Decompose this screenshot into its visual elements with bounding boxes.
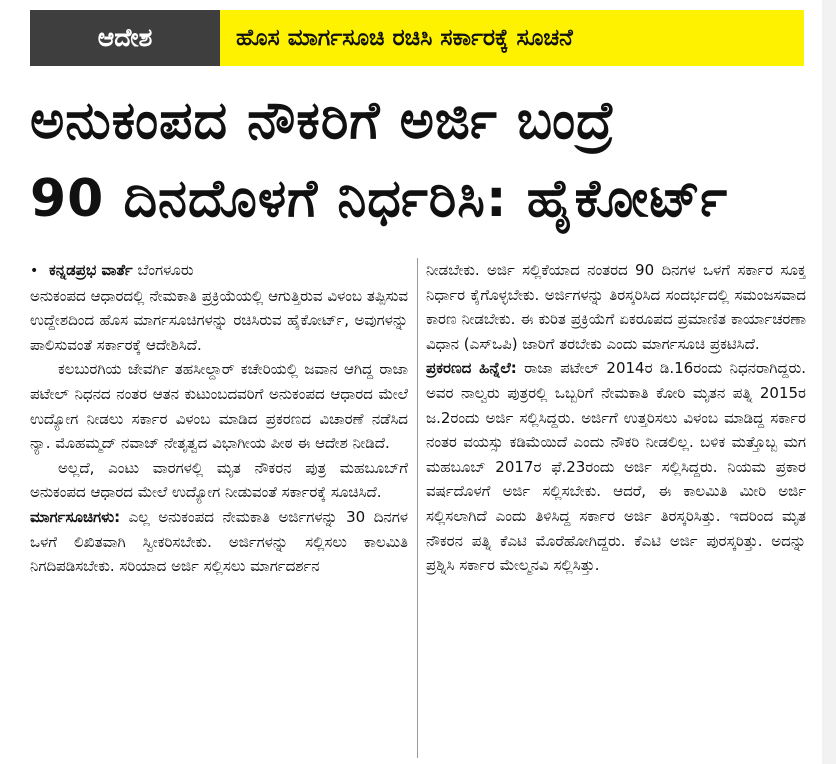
subhead-background: ಪ್ರಕರಣದ ಹಿನ್ನೆಲೆ:: [426, 359, 517, 378]
subhead-guidelines: ಮಾರ್ಗಸೂಚಿಗಳು:: [30, 507, 121, 526]
byline-bullet: •: [30, 263, 39, 279]
section-tag: ಆದೇಶ: [30, 10, 220, 66]
column-divider: [417, 258, 418, 758]
section-banner: [30, 10, 804, 66]
byline-place: ಬೆಂಗಳೂರು: [137, 261, 194, 279]
headline: [30, 82, 810, 238]
page-edge: [822, 0, 836, 764]
paragraph: ಅನುಕಂಪದ ಆಧಾರದಲ್ಲಿ ನೇಮಕಾತಿ ಪ್ರಕ್ರಿಯೆಯಲ್ಲಿ ಆಗುತ್ತಿರುವ ವಿಳಂಬ ತಪ್ಪಿಸುವ ಉದ್ದೇಶದಿಂದ ಹೊಸ ಮಾರ್ಗಸೂಚಿಗಳನ್ನು ರಚಿಸಿರುವ ಹೈಕೋರ್ಟ್, ಅವುಗಳನ್ನು ಪಾಲಿಸುವಂತೆ ಸರ್ಕಾರಕ್ಕೆ ಆದೇಶಿಸಿದೆ.: [30, 286, 408, 354]
byline-source: ಕನ್ನಡಪ್ರಭ ವಾರ್ತೆ: [49, 261, 133, 279]
paragraph: ನೀಡಬೇಕು. ಅರ್ಜಿ ಸಲ್ಲಿಕೆಯಾದ ನಂತರದ 90 ದಿನಗಳ ಒಳಗೆ ಸರ್ಕಾರ ಸೂಕ್ತ ನಿರ್ಧಾರ ಕೈಗೊಳ್ಳಬೇಕು. ಅರ್ಜಿಗಳನ್ನು ತಿರಸ್ಕರಿಸಿದ ಸಂದರ್ಭದಲ್ಲಿ ಸಮಂಜಸವಾದ ಕಾರಣ ನೀಡಬೇಕು. ಈ ಕುರಿತ ಪ್ರಕ್ರಿಯೆಗೆ ಏಕರೂಪದ ಪ್ರಮಾಣಿತ ಕಾರ್ಯಾಚರಣಾ ವಿಧಾನ (ಎಸ್‌ಒಪಿ) ಜಾರಿಗೆ ತರಬೇಕು ಎಂದು ಮಾರ್ಗಸೂಚಿ ಪ್ರಕಟಿಸಿದೆ.: [426, 261, 806, 353]
paragraph-guidelines: [30, 505, 408, 579]
article-column-right: [426, 258, 806, 764]
headline-line-1: ಅನುಕಂಪದ ನೌಕರಿಗೆ ಅರ್ಜಿ ಬಂದ್ರೆ: [30, 91, 616, 151]
paragraph-text: ರಾಜಾ ಪಟೇಲ್ 2014ರ ಡಿ.16ರಂದು ನಿಧನರಾಗಿದ್ದರು. ಅವರ ನಾಲ್ವರು ಪುತ್ರರಲ್ಲಿ ಒಬ್ಬರಿಗೆ ನೇಮಕಾತಿ ಕೋರಿ ಮೃತನ ಪತ್ನಿ 2015ರ ಜ.2ರಂದು ಅರ್ಜಿ ಸಲ್ಲಿಸಿದ್ದರು. ಅರ್ಜಿಗೆ ಉತ್ತರಿಸಲು ವಿಳಂಬ ಮಾಡಿದ್ದ ಸರ್ಕಾರ ನಂತರ ವಯಸ್ಸು ಕಡಿಮೆಯಿದೆ ಎಂದು ನೌಕರಿ ನೀಡಲಿಲ್ಲ. ಬಳಿಕ ಮತ್ತೊಬ್ಬ ಮಗ ಮಹಬೂಬ್ 2017ರ ಫೆ.23ರಂದು ಅರ್ಜಿ ಸಲ್ಲಿಸಿದ್ದರು. ನಿಯಮ ಪ್ರಕಾರ ವರ್ಷದೊಳಗೆ ಅರ್ಜಿ ಸಲ್ಲಿಸಬೇಕು. ಆದರೆ, ಈ ಕಾಲಮಿತಿ ಮೀರಿ ಅರ್ಜಿ ಸಲ್ಲಿಸಲಾಗಿದೆ ಎಂದು ತಿಳಿಸಿದ್ದ ಸರ್ಕಾರ ಅರ್ಜಿ ತಿರಸ್ಕರಿಸಿತ್ತು. ಇದರಿಂದ ಮೃತ ನೌಕರನ ಪತ್ನಿ ಕೆಎಟಿ ಮೊರೆಹೋಗಿದ್ದರು. ಕೆಎಟಿ ಅರ್ಜಿ ಪುರಸ್ಕರಿತ್ತು. ಅದನ್ನು ಪ್ರಶ್ನಿಸಿ ಸರ್ಕಾರ ಮೇಲ್ಮನವಿ ಸಲ್ಲಿಸಿತ್ತು.: [426, 359, 806, 575]
kicker-strip: ಹೊಸ ಮಾರ್ಗಸೂಚಿ ರಚಿಸಿ ಸರ್ಕಾರಕ್ಕೆ ಸೂಚನೆ: [220, 10, 804, 66]
paragraph-text: ಎಲ್ಲ ಅನುಕಂಪದ ನೇಮಕಾತಿ ಅರ್ಜಿಗಳನ್ನು 30 ದಿನಗಳ ಒಳಗೆ ಲಿಖಿತವಾಗಿ ಸ್ವೀಕರಿಸಬೇಕು. ಅರ್ಜಿಗಳನ್ನು ಸಲ್ಲಿಸಲು ಕಾಲಮಿತಿ ನಿಗದಿಪಡಿಸಬೇಕು. ಸರಿಯಾದ ಅರ್ಜಿ ಸಲ್ಲಿಸಲು ಮಾರ್ಗದರ್ಶನ: [30, 507, 408, 576]
paragraph: ಕಲಬುರಗಿಯ ಜೇವರ್ಗಿ ತಹಸೀಲ್ದಾರ್ ಕಚೇರಿಯಲ್ಲಿ ಜವಾನ ಆಗಿದ್ದ ರಾಜಾ ಪಟೇಲ್ ನಿಧನದ ನಂತರ ಆತನ ಕುಟುಂಬದವರಿಗೆ ಅನುಕಂಪದ ಆಧಾರದ ಮೇಲೆ ಉದ್ಯೋಗ ನೀಡಲು ಸರ್ಕಾರ ವಿಳಂಬ ಮಾಡಿದ ಪ್ರಕರಣದ ವಿಚಾರಣೆ ನಡೆಸಿದ ನ್ಯಾ. ಮೊಹಮ್ಮದ್ ನವಾಜ್ ನೇತೃತ್ವದ ವಿಭಾಗೀಯ ಪೀಠ ಈ ಆದೇಶ ನೀಡಿದೆ.: [30, 360, 408, 453]
paragraph: ಅಲ್ಲದೆ, ಎಂಟು ವಾರಗಳಲ್ಲಿ ಮೃತ ನೌಕರನ ಪುತ್ರ ಮಹಬೂಬ್‌ಗೆ ಅನುಕಂಪದ ಆಧಾರದ ಮೇಲೆ ಉದ್ಯೋಗ ನೀಡುವಂತೆ ಸರ್ಕಾರಕ್ಕೆ ಸೂಚಿಸಿದೆ.: [30, 458, 408, 502]
paragraph-background: [426, 356, 806, 577]
article-column-left: [30, 258, 408, 764]
headline-line-2: 90 ದಿನದೊಳಗೆ ನಿರ್ಧರಿಸಿ: ಹೈಕೋರ್ಟ್: [30, 169, 729, 229]
byline: [30, 258, 408, 284]
